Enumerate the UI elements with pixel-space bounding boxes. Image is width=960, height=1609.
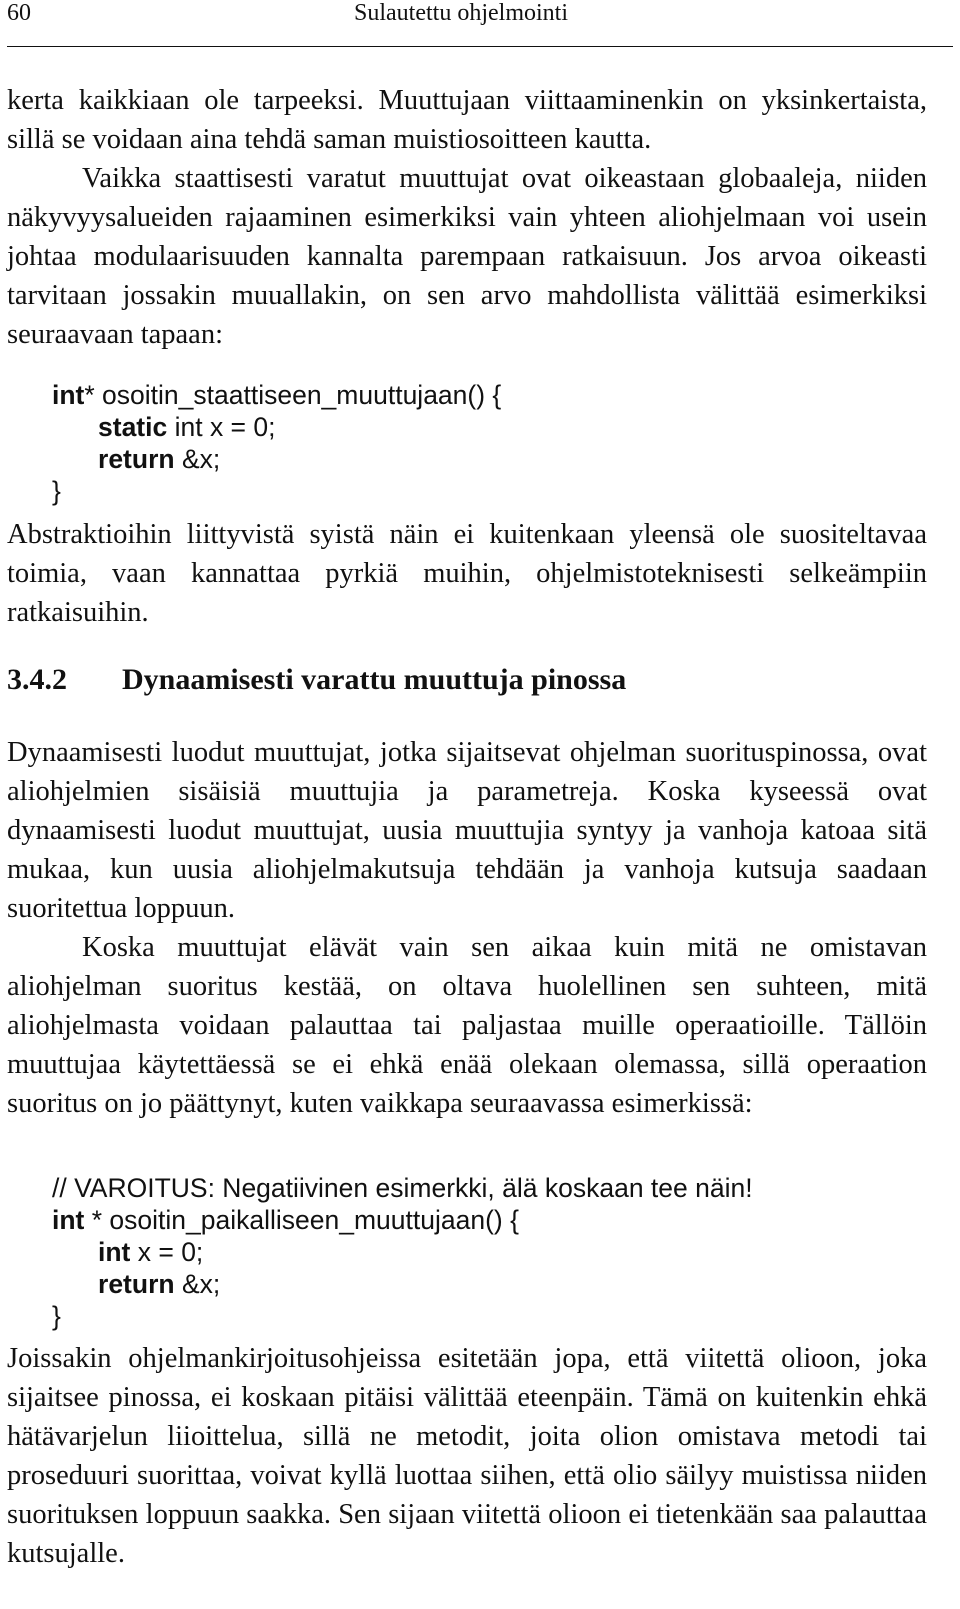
paragraph-block-4 [7, 1339, 927, 1573]
code-keyword: int [98, 1237, 131, 1267]
running-title: Sulautettu ohjelmointi [354, 0, 568, 26]
code-line: int x = 0; [98, 1237, 204, 1267]
paragraph-block-3 [7, 733, 927, 1123]
code-comment: // VAROITUS: Negatiivinen esimerkki, älä koskaan tee näin! [52, 1173, 753, 1203]
paragraph-4: Dynaamisesti luodut muuttujat, jotka sijaitsevat ohjelman suorituspinossa, ovat aliohjelmien sisäisiä muuttujia ja parametreja. Koska kyseessä ovat dynaamisesti luodut muuttujat, uusia muuttujia syntyy ja vanhoja katoaa sitä mukaa, kun uusia aliohjelmakutsuja tehdään ja vanhoja kutsuja saadaan suoritettua loppuun. [7, 737, 927, 924]
paragraph-3: Abstraktioihin liittyvistä syistä näin ei kuitenkaan yleensä ole suositeltavaa toimia, vaan kannattaa pyrkiä muihin, ohjelmistoteknisesti selkeämpiin ratkaisuihin. [7, 519, 927, 628]
paragraph-block-2 [7, 515, 927, 632]
code-keyword: int [52, 1205, 85, 1235]
code-line: } [52, 476, 61, 506]
code-line: int* osoitin_staattiseen_muuttujaan() { [52, 380, 502, 410]
paragraph-6: Joissakin ohjelmankirjoitusohjeissa esitetään jopa, että viitettä olioon, joka sijaitsee pinossa, ei koskaan pitäisi välittää eteenpäin. Tämä on kuitenkin ehkä hätävarjelun liioittelua, sillä ne metodit, joita olion omistava metodi tai proseduuri suorittaa, voivat kyllä luottaa siihen, että olio säilyy muistissa niiden suorituksen loppuun saakka. Sen sijaan viitettä olioon ei tietenkään saa palauttaa kutsujalle. [7, 1343, 927, 1569]
paragraph-block-1 [7, 81, 927, 354]
code-line: int * osoitin_paikalliseen_muuttujaan() { [52, 1205, 519, 1235]
section-number: 3.4.2 [7, 663, 67, 696]
paragraph-2: Vaikka staattisesti varatut muuttujat ovat oikeastaan globaaleja, niiden näkyvyysalueiden rajaaminen esimerkiksi vain yhteen aliohjelmaan voi usein johtaa modulaarisuuden kannalta parempaan ratkaisuun. Jos arvoa oikeasti tarvitaan jossakin muuallakin, on sen arvo mahdollista välittää esimerkiksi seuraavaan tapaan: [7, 163, 927, 350]
code-keyword: int [52, 380, 85, 410]
paragraph-5: Koska muuttujat elävät vain sen aikaa kuin mitä ne omistavan aliohjelman suoritus kestää, on oltava huolellinen sen suhteen, mitä aliohjelmasta voidaan palauttaa tai paljastaa muille operaatioille. Tällöin muuttujaa käytettäessä se ei ehkä enää olekaan olemassa, sillä operaation suoritus on jo päättynyt, kuten vaikkapa seuraavassa esimerkissä: [7, 932, 927, 1119]
code-line: static int x = 0; [98, 412, 276, 442]
code-keyword: static [98, 412, 168, 442]
code-keyword: return [98, 1269, 175, 1299]
paragraph-1: kerta kaikkiaan ole tarpeeksi. Muuttujaan viittaaminenkin on yksinkertaista, sillä se voidaan aina tehdä saman muistiosoitteen kautta. [7, 85, 927, 155]
code-example-2 [52, 1172, 932, 1332]
code-example-1 [52, 379, 932, 507]
section-heading [7, 663, 626, 697]
code-keyword: return [98, 444, 175, 474]
page-number: 60 [7, 0, 31, 26]
code-line: return &x; [98, 1269, 221, 1299]
page-header [7, 0, 953, 47]
section-title: Dynaamisesti varattu muuttuja pinossa [122, 663, 627, 696]
code-line: } [52, 1301, 61, 1331]
code-line: return &x; [98, 444, 221, 474]
